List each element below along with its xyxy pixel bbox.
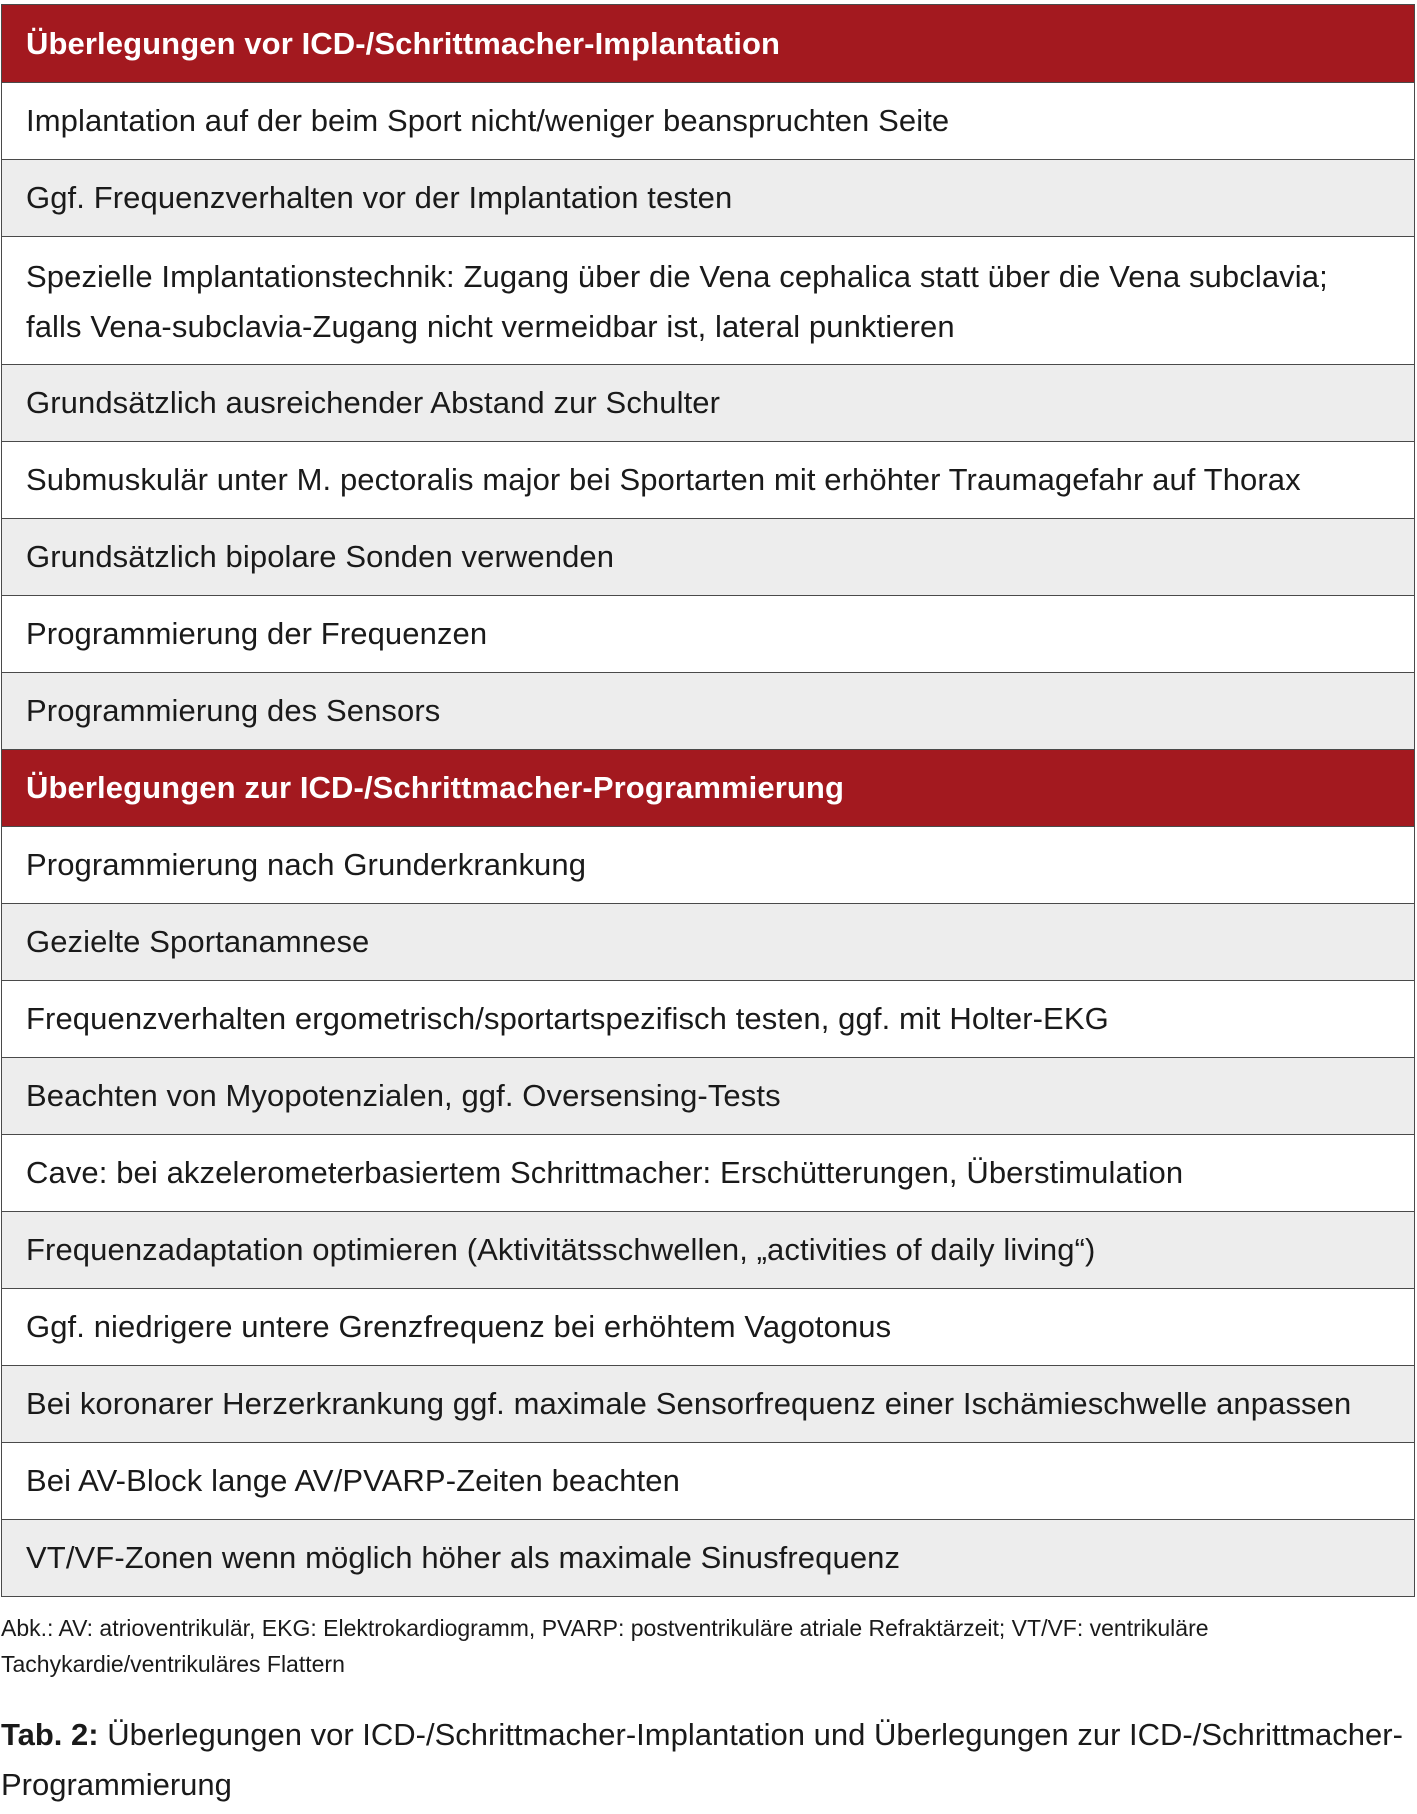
table-section-header-programming: Überlegungen zur ICD-/Schrittmacher-Programmierung bbox=[2, 749, 1414, 826]
table-row: Submuskulär unter M. pectoralis major bei Sportarten mit erhöhter Traumagefahr auf Thorax bbox=[2, 441, 1414, 518]
table-row: Cave: bei akzelerometerbasiertem Schrittmacher: Erschütterungen, Überstimulation bbox=[2, 1134, 1414, 1211]
table-row: Programmierung nach Grunderkrankung bbox=[2, 826, 1414, 903]
table-row: VT/VF-Zonen wenn möglich höher als maximale Sinusfrequenz bbox=[2, 1519, 1414, 1596]
abbreviations-note: Abk.: AV: atrioventrikulär, EKG: Elektrokardiogramm, PVARP: postventrikuläre atriale Refraktärzeit; VT/VF: ventrikuläre Tachykardie/ventrikuläres Flattern bbox=[1, 1615, 1209, 1677]
table-row: Programmierung der Frequenzen bbox=[2, 595, 1414, 672]
table-row: Implantation auf der beim Sport nicht/weniger beanspruchten Seite bbox=[2, 82, 1414, 159]
table-row: Frequenzverhalten ergometrisch/sportartspezifisch testen, ggf. mit Holter-EKG bbox=[2, 980, 1414, 1057]
table-row: Beachten von Myopotenzialen, ggf. Oversensing-Tests bbox=[2, 1057, 1414, 1134]
table-row: Grundsätzlich bipolare Sonden verwenden bbox=[2, 518, 1414, 595]
table-caption-label: Tab. 2: bbox=[1, 1717, 99, 1752]
table-caption bbox=[1, 1710, 1415, 1810]
considerations-table bbox=[1, 4, 1415, 1597]
table-caption-text: Überlegungen vor ICD-/Schrittmacher-Implantation und Überlegungen zur ICD-/Schrittmacher-Programmierung bbox=[1, 1717, 1403, 1802]
table-row: Grundsätzlich ausreichender Abstand zur Schulter bbox=[2, 364, 1414, 441]
table-row: Ggf. Frequenzverhalten vor der Implantation testen bbox=[2, 159, 1414, 236]
table-row: Programmierung des Sensors bbox=[2, 672, 1414, 749]
table-row: Bei AV-Block lange AV/PVARP-Zeiten beachten bbox=[2, 1442, 1414, 1519]
table-row: Ggf. niedrigere untere Grenzfrequenz bei erhöhtem Vagotonus bbox=[2, 1288, 1414, 1365]
table-row: Spezielle Implantationstechnik: Zugang über die Vena cephalica statt über die Vena subclavia; falls Vena-subclavia-Zugang nicht vermeidbar ist, lateral punktieren bbox=[2, 236, 1414, 364]
table-row: Gezielte Sportanamnese bbox=[2, 903, 1414, 980]
table-row: Bei koronarer Herzerkrankung ggf. maximale Sensorfrequenz einer Ischämieschwelle anpassen bbox=[2, 1365, 1414, 1442]
table-row: Frequenzadaptation optimieren (Aktivitätsschwellen, „activities of daily living“) bbox=[2, 1211, 1414, 1288]
table-section-header-implantation: Überlegungen vor ICD-/Schrittmacher-Implantation bbox=[2, 5, 1414, 82]
